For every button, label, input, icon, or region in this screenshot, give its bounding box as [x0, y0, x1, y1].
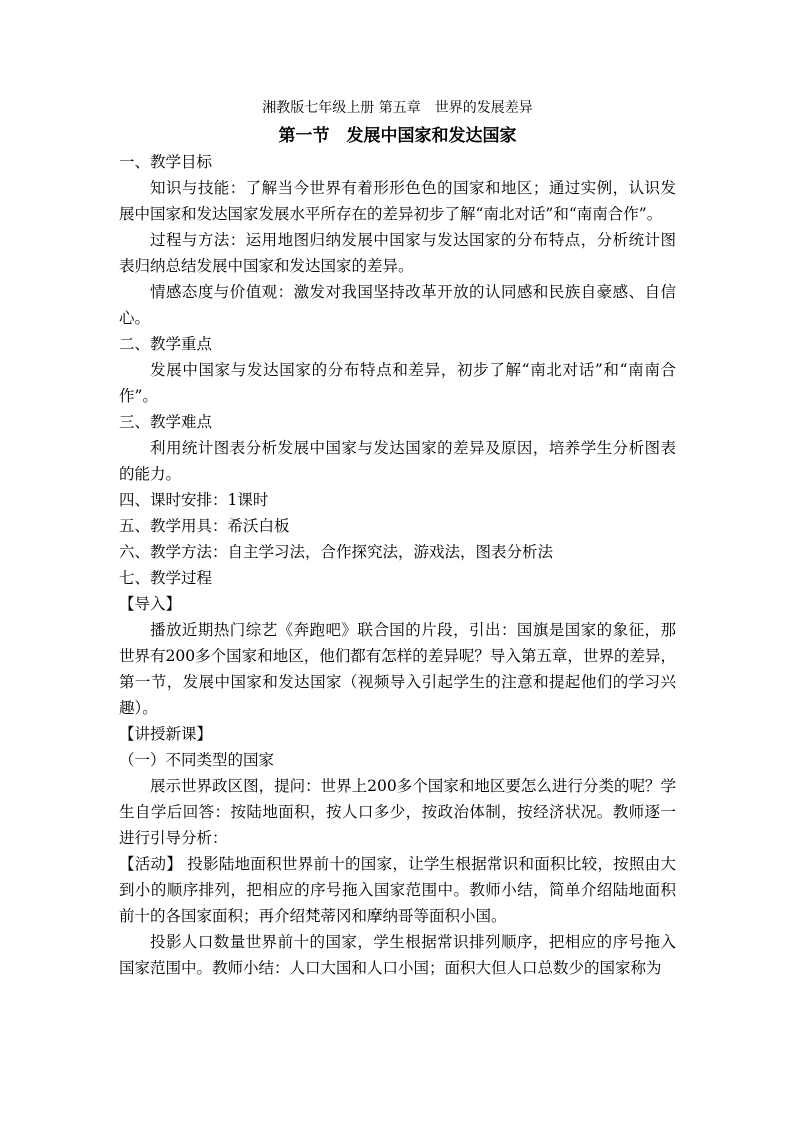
- key-points-text: 发展中国家与发达国家的分布特点和差异，初步了解“南北对话”和“南南合作”。: [119, 361, 676, 405]
- intro-heading: 【导入】: [119, 595, 182, 613]
- section-tools: 五、教学用具：希沃白板: [119, 517, 290, 535]
- subsection-heading-country-types: （一）不同类型的国家: [119, 751, 275, 769]
- objective-knowledge: 知识与技能：了解当今世界有着形形色色的国家和地区；通过实例，认识发展中国家和发达国家发展水平所存在的差异初步了解“南北对话”和“南南合作”。: [119, 179, 676, 223]
- section-heading-key-points: 二、教学重点: [119, 335, 213, 353]
- activity-paragraph: 【活动】 投影陆地面积世界前十的国家，让学生根据常识和面积比较，按照由大到小的顺序排列，把相应的序号拖入国家范围中。教师小结，简单介绍陆地面积前十的各国家面积；再介绍梵蒂冈和摩纳哥等面积小国。: [119, 855, 676, 925]
- objective-process: 过程与方法：运用地图归纳发展中国家与发达国家的分布特点，分析统计图表归纳总结发展中国家和发达国家的差异。: [119, 231, 676, 275]
- section-schedule: 四、课时安排：1课时: [119, 491, 269, 509]
- country-types-paragraph: 展示世界政区图，提问：世界上200多个国家和地区要怎么进行分类的呢？学生自学后回答：按陆地面积，按人口多少，按政治体制，按经济状况。教师逐一进行引导分析：: [119, 777, 676, 847]
- document-header: 湘教版七年级上册 第五章 世界的发展差异: [262, 100, 533, 116]
- population-paragraph: 投影人口数量世界前十的国家，学生根据常识排列顺序，把相应的序号拖入国家范围中。教师小结：人口大国和人口小国；面积大但人口总数少的国家称为: [119, 933, 676, 977]
- section-heading-objectives: 一、教学目标: [119, 153, 213, 171]
- intro-paragraph: 播放近期热门综艺《奔跑吧》联合国的片段，引出：国旗是国家的象征，那世界有200多个国家和地区，他们都有怎样的差异呢？导入第五章，世界的差异，第一节，发展中国家和发达国家（视频导入引起学生的注意和提起他们的学习兴趣）。: [119, 621, 676, 717]
- section-heading-process: 七、教学过程: [119, 569, 213, 587]
- document-page: [119, 97, 676, 981]
- new-lesson-heading: 【讲授新课】: [119, 725, 213, 743]
- difficulties-text: 利用统计图表分析发展中国家与发达国家的差异及原因，培养学生分析图表的能力。: [119, 439, 676, 483]
- section-methods: 六、教学方法：自主学习法，合作探究法，游戏法，图表分析法: [119, 543, 554, 561]
- page-title: 第一节 发展中国家和发达国家: [278, 126, 517, 146]
- objective-emotion: 情感态度与价值观：激发对我国坚持改革开放的认同感和民族自豪感、自信心。: [119, 283, 676, 327]
- section-heading-difficulties: 三、教学难点: [119, 413, 213, 431]
